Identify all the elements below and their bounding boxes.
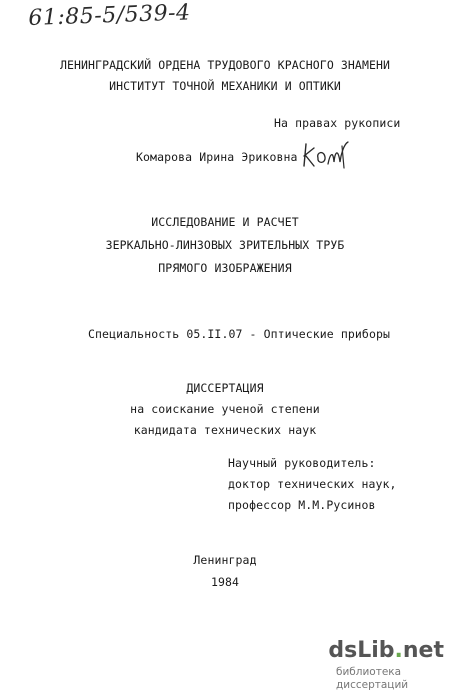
thesis-title-line-3: ПРЯМОГО ИЗОБРАЖЕНИЯ xyxy=(158,261,292,275)
year: 1984 xyxy=(210,575,240,589)
degree-line-2: кандидата технических наук xyxy=(133,423,317,437)
specialty-line: Специальность 05.II.07 - Оптические приборы xyxy=(88,327,391,341)
institute-name-line-1: ЛЕНИНГРАДСКИЙ ОРДЕНА ТРУДОВОГО КРАСНОГО ЗНАМЕНИ xyxy=(59,58,391,72)
degree-line-1: на соискание ученой степени xyxy=(130,402,320,416)
supervisor-name: профессор М.М.Русинов xyxy=(228,498,376,512)
thesis-title-line-2: ЗЕРКАЛЬНО-ЛИНЗОВЫХ ЗРИТЕЛЬНЫХ ТРУБ xyxy=(105,238,345,252)
author-signature xyxy=(300,140,352,170)
dslib-watermark xyxy=(328,638,448,691)
dissertation-heading: ДИССЕРТАЦИЯ xyxy=(186,381,264,395)
supervisor-label: Научный руководитель: xyxy=(228,456,376,470)
dslib-logo: dsLib.net xyxy=(328,638,444,663)
city: Ленинград xyxy=(193,553,257,567)
thesis-title-line-1: ИССЛЕДОВАНИЕ И РАСЧЕТ xyxy=(151,215,299,229)
author-name: Комарова Ирина Эриковна xyxy=(136,150,298,164)
institute-name-line-2: ИНСТИТУТ ТОЧНОЙ МЕХАНИКИ И ОПТИКИ xyxy=(109,79,341,93)
supervisor-degree: доктор технических наук, xyxy=(228,477,397,491)
archive-reference-number: 61:85-5/539-4 xyxy=(28,0,191,31)
dslib-subtitle: библиотека диссертаций xyxy=(336,666,409,691)
manuscript-rights-note: На правах рукописи xyxy=(274,116,401,130)
